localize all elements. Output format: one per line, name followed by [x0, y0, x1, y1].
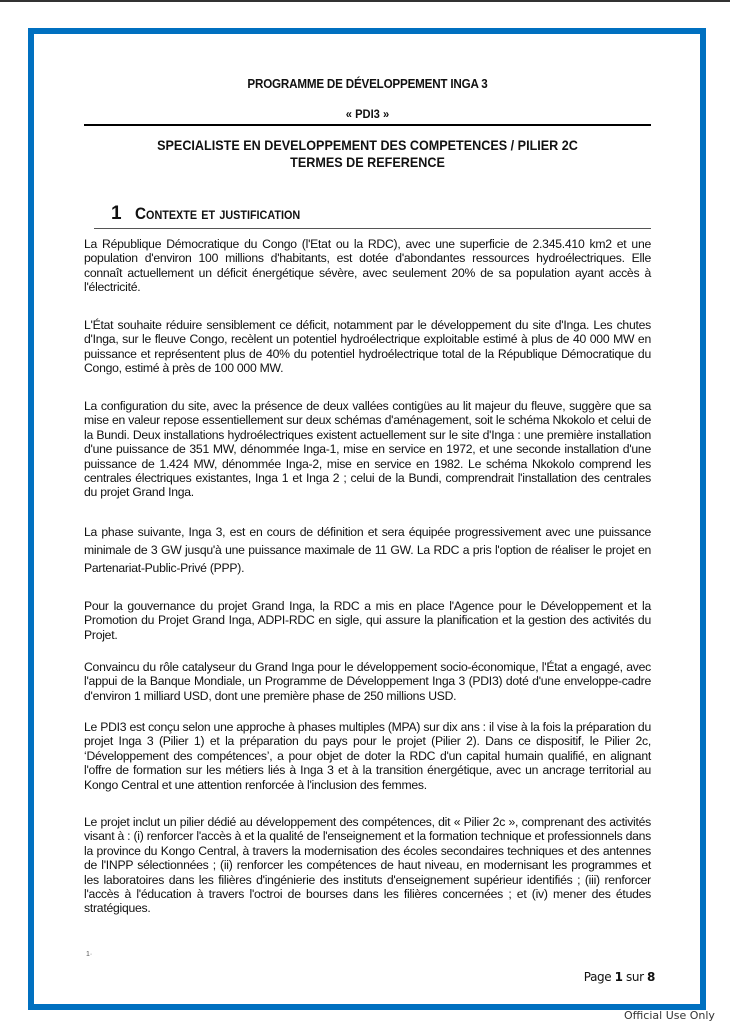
paragraph: Pour la gouvernance du projet Grand Inga, la RDC a mis en place l'Agence pour le Développement et la Promotion du Projet Grand Inga, ADPI-RDC en sigle, qui assure la planification et la gestion des activités du Projet.: [84, 599, 651, 642]
window-top-edge: [0, 0, 730, 2]
classification-label: Official Use Only: [624, 1009, 715, 1022]
title-divider: [84, 124, 651, 126]
paragraph: La configuration du site, avec la présence de deux vallées contigües au lit majeur du fleuve, suggère que sa mise en valeur repose essentiellement sur deux schémas d'aménagement, soit le schéma Nkokolo et celui de la Bundi. Deux installations hydroélectriques existent actuellement sur le site d'Inga : une première installation d'une puissance de 351 MW, dénommée Inga-1, mise en service en 1972, et une seconde installation d'une puissance de 1.424 MW, dénommée Inga-2, mise en service en 1982. Le schéma Nkokolo comprend les centrales électriques existantes, Inga 1 et Inga 2 ; celui de la Bundi, comprendrait l'installation des centrales du projet Grand Inga.: [84, 399, 651, 500]
paragraph: Convaincu du rôle catalyseur du Grand Inga pour le développement socio-économique, l'État a engagé, avec l'appui de la Banque Mondiale, un Programme de Développement Inga 3 (PDI3) doté d'une enveloppe-cadre d'environ 1 milliard USD, dont une première phase de 250 millions USD.: [84, 660, 651, 703]
page-prefix: Page: [583, 970, 612, 984]
section-title: Contexte et justification: [134, 204, 300, 223]
current-page: 1: [614, 970, 623, 984]
paragraph: Le projet inclut un pilier dédié au développement des compétences, dit « Pilier 2c », comprenant des activités visant à : (i) renforcer l'accès à et la qualité de l'enseignement et la formation technique et professionnels dans la province du Kongo Central, à travers la modernisation des écoles secondaires techniques et des antennes de l'INPP sélectionnées ; (ii) renforcer les compétences de haut niveau, en modernisant les programmes et les laboratoires dans les filières d'ingénierie des instituts d'enseignement supérieur identifiés ; (iii) renforcer l'accès à l'éducation à travers l'octroi de bourses dans les filières concernées ; et (iv) mener des études stratégiques.: [84, 815, 651, 916]
paragraph: La République Démocratique du Congo (l'Etat ou la RDC), avec une superficie de 2.345.410 km2 et une population d'environ 100 millions d'habitants, est dotée d'abondantes ressources hydroélectriques. Elle connaît actuellement un déficit énergétique sévère, avec seulement 20% de sa population ayant accès à l'électricité.: [84, 237, 651, 295]
total-pages: 8: [647, 970, 655, 984]
paragraph: La phase suivante, Inga 3, est en cours de définition et sera équipée progressivement avec une puissance minimale de 3 GW jusqu'à une puissance maximale de 11 GW. La RDC a pris l'option de réaliser le projet en Partenariat-Public-Privé (PPP).: [84, 525, 651, 575]
programme-acronym: « PDI3 »: [345, 107, 390, 121]
section-heading: [111, 203, 651, 225]
section-number: 1: [111, 203, 122, 224]
section-divider: [94, 228, 651, 229]
page-separator: sur: [626, 970, 644, 984]
footnote-mark: 1·: [86, 951, 93, 958]
position-title-block: [112, 137, 622, 171]
programme-title: PROGRAMME DE DÉVELOPPEMENT INGA 3: [247, 77, 488, 91]
document-type: TERMES DE REFERENCE: [290, 154, 445, 170]
position-title: SPECIALISTE EN DEVELOPPEMENT DES COMPETENCES / PILIER 2C: [157, 137, 578, 153]
paragraph: Le PDI3 est conçu selon une approche à phases multiples (MPA) sur dix ans : il vise à la fois la préparation du projet Inga 3 (Pilier 1) et la préparation du pays pour le projet (Pilier 2). Dans ce dispositif, le Pilier 2c, ‘Développement des compétences’, a pour objet de doter la RDC d'un capital humain qualifié, en alignant l'offre de formation sur les métiers liés à Inga 3 et à la transition énergétique, avec un ancrage territorial au Kongo Central et une attention renforcée à l'inclusion des femmes.: [84, 720, 651, 792]
paragraph: L'État souhaite réduire sensiblement ce déficit, notamment par le développement du site d'Inga. Les chutes d'Inga, sur le fleuve Congo, recèlent un potentiel hydroélectrique exploitable estimé à plus de 40 000 MW en puissance et représentent plus de 40% du potentiel hydroélectrique total de la République Démocratique du Congo, estimé à près de 100 000 MW.: [84, 318, 651, 376]
page-number: [584, 970, 655, 984]
